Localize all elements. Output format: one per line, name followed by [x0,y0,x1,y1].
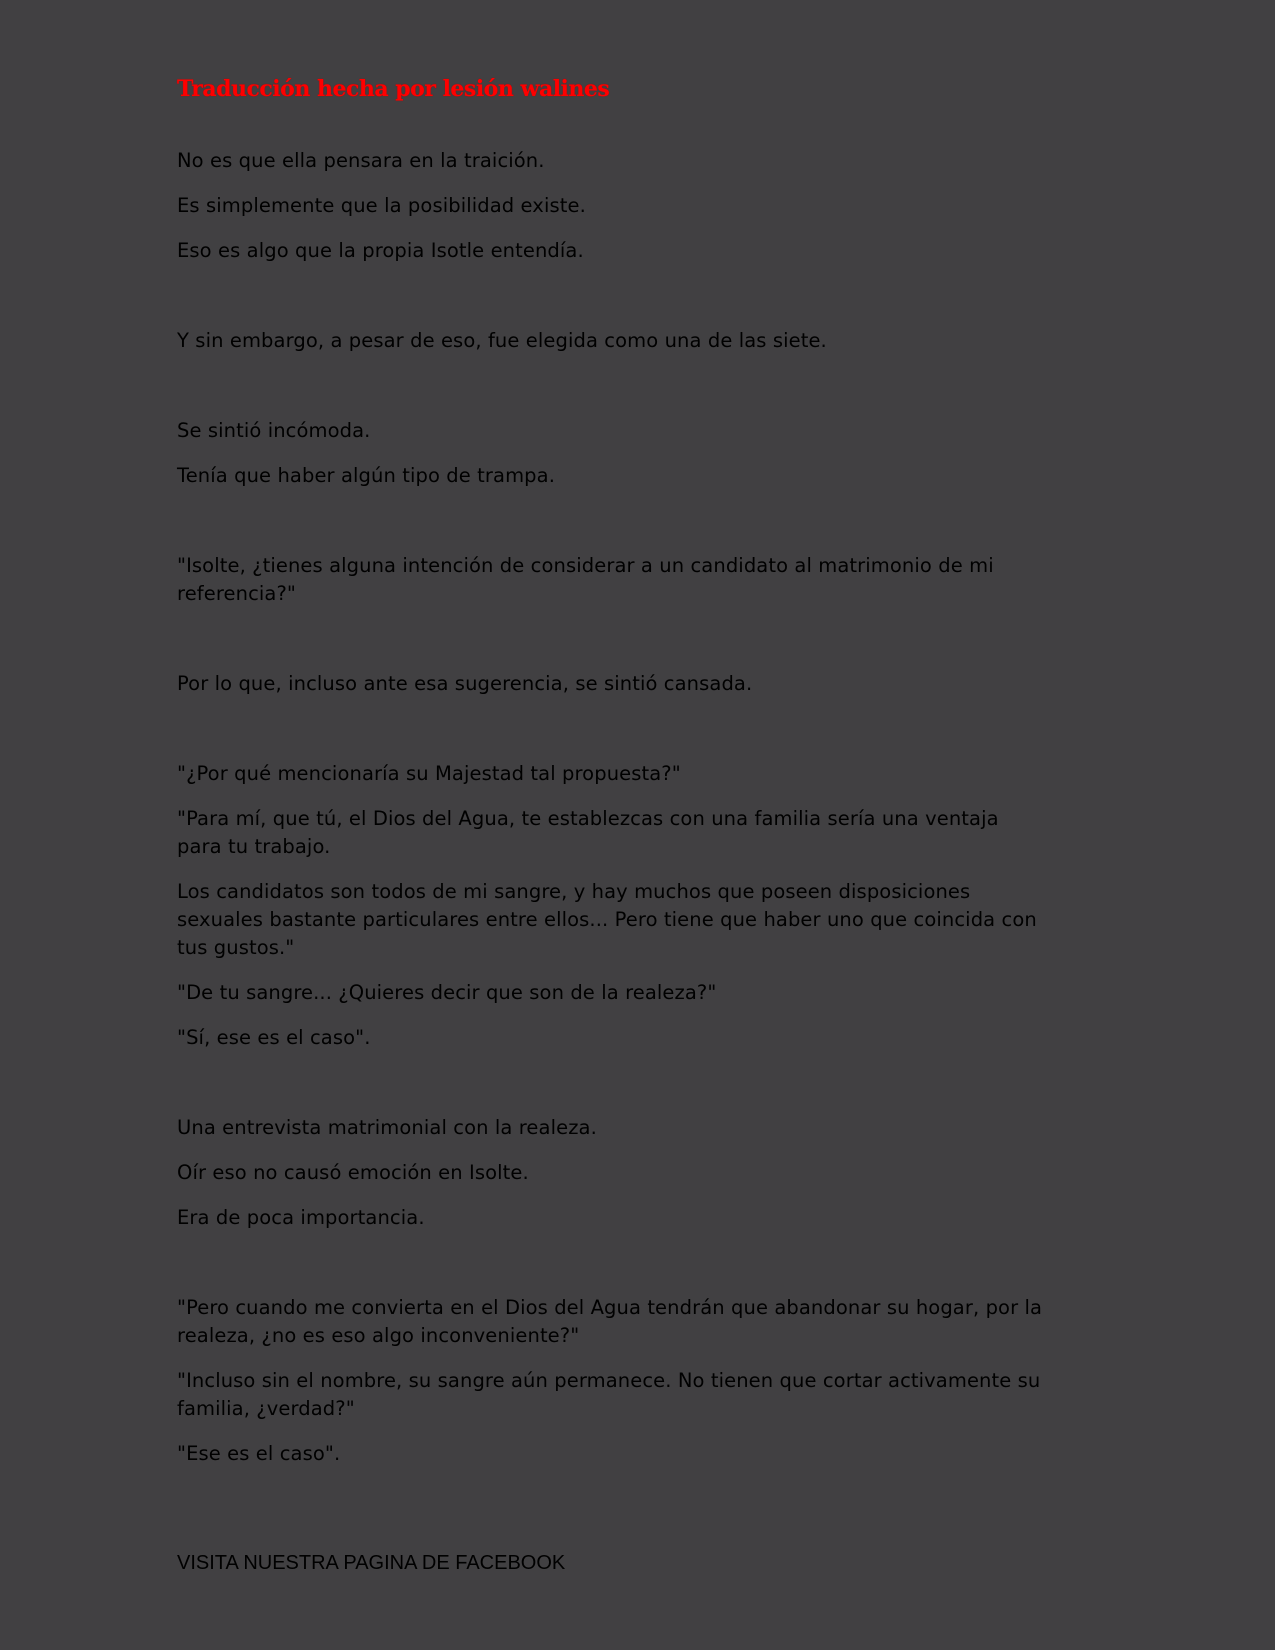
paragraph: "Pero cuando me convierta en el Dios del Agua tendrán que abandonar su hogar, por la realeza, ¿no es eso algo inconveniente?" [177,1296,1043,1347]
paragraph: "Isolte, ¿tienes alguna intención de considerar a un candidato al matrimonio de mi referencia?" [177,554,994,605]
paragraph: Tenía que haber algún tipo de trampa. [177,464,555,487]
paragraph: Es simplemente que la posibilidad existe. [177,194,586,217]
paragraph: Era de poca importancia. [177,1206,425,1229]
paragraph: Por lo que, incluso ante esa sugerencia, se sintió cansada. [177,672,753,695]
paragraph: "Ese es el caso". [177,1442,341,1465]
paragraph: "De tu sangre... ¿Quieres decir que son de la realeza?" [177,981,717,1004]
paragraph: "¿Por qué mencionaría su Majestad tal propuesta?" [177,762,681,785]
facebook-page-link[interactable]: VISITA NUESTRA PAGINA DE FACEBOOK [177,1552,566,1574]
paragraph: Una entrevista matrimonial con la realeza. [177,1116,597,1139]
paragraph: Se sintió incómoda. [177,419,371,442]
paragraph: "Para mí, que tú, el Dios del Agua, te establezcas con una familia sería una ventaja para tu trabajo. [177,807,999,858]
paragraph: No es que ella pensara en la traición. [177,149,545,172]
document-body [177,147,1047,1468]
paragraph: Oír eso no causó emoción en Isolte. [177,1161,529,1184]
translator-credit: Traducción hecha por lesión walines [177,76,610,102]
paragraph: Los candidatos son todos de mi sangre, y hay muchos que poseen disposiciones sexuales bastante particulares entre ellos... Pero tiene que haber uno que coincida con tus gustos." [177,880,1037,959]
paragraph: Eso es algo que la propia Isotle entendía. [177,239,584,262]
paragraph: "Sí, ese es el caso". [177,1026,371,1049]
paragraph: Y sin embargo, a pesar de eso, fue elegida como una de las siete. [177,329,827,352]
paragraph: "Incluso sin el nombre, su sangre aún permanece. No tienen que cortar activamente su familia, ¿verdad?" [177,1369,1041,1420]
